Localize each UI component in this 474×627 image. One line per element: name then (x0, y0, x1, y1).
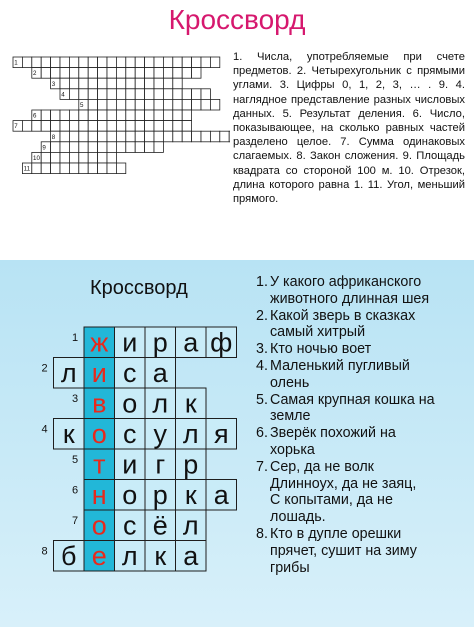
clue-text: Кто ночью воет (270, 341, 372, 358)
grid1-cell (126, 78, 135, 89)
grid1-cell (210, 57, 219, 68)
grid1-cell (51, 57, 60, 68)
cell-letter: о (91, 418, 107, 449)
grid1-cell (116, 142, 125, 153)
grid1-cell (41, 152, 50, 163)
grid1-cell (41, 110, 50, 121)
grid1-cell (107, 110, 116, 121)
grid1-row-number: 7 (14, 123, 18, 131)
cell-letter: с (123, 510, 137, 541)
grid1-cell (145, 121, 154, 132)
row-number: 6 (71, 484, 79, 497)
crossword-row (41, 541, 206, 572)
cell-letter: н (91, 479, 107, 510)
grid1-cell (154, 142, 163, 153)
grid1-row-number: 6 (33, 112, 37, 120)
crossword-row (72, 388, 206, 419)
grid1-cell (145, 131, 154, 142)
cell-letter: в (92, 388, 107, 419)
grid1-cell (32, 57, 41, 68)
grid1-row-number: 9 (42, 144, 46, 152)
grid1-cell (201, 57, 210, 68)
grid1-row-number: 11 (23, 165, 31, 173)
grid1-cell (60, 163, 69, 174)
grid1-cell (107, 131, 116, 142)
grid1-row (32, 152, 117, 163)
grid1-cell (135, 68, 144, 79)
cell-letter: а (183, 327, 199, 358)
grid1-cell (79, 131, 88, 142)
grid1-row-number: 10 (33, 155, 40, 162)
grid1-cell (145, 78, 154, 89)
grid1-cell (98, 57, 107, 68)
grid1-cell (88, 121, 97, 132)
grid1-row (41, 142, 163, 153)
grid1-cell (163, 131, 172, 142)
grid1-cell (201, 89, 210, 100)
grid1-cell (98, 99, 107, 110)
cell-letter: и (91, 357, 107, 388)
clue-item (256, 341, 470, 358)
grid1-row-number: 3 (51, 80, 56, 88)
cell-letter: р (183, 449, 199, 480)
cell-letter: л (182, 418, 199, 449)
grid1-cell (154, 89, 163, 100)
cell-letter: а (152, 357, 168, 388)
grid1-cell (116, 89, 125, 100)
grid1-cell (98, 142, 107, 153)
grid1-cell (182, 131, 191, 142)
grid1-cell (210, 99, 219, 110)
grid1-cell (145, 89, 154, 100)
grid1-cell (163, 121, 172, 132)
grid1-cell (88, 131, 97, 142)
grid1-row-number: 1 (14, 59, 18, 67)
grid1-cell (182, 99, 191, 110)
grid1-cell (107, 78, 116, 89)
grid1-cell (126, 68, 135, 79)
grid1-row (22, 163, 125, 174)
crossword-row (72, 449, 206, 480)
grid1-cell (154, 57, 163, 68)
clue-number: 5. (256, 391, 268, 408)
clue-number: 7. (256, 458, 268, 475)
grid1-cell (154, 131, 163, 142)
grid1-cell (60, 131, 69, 142)
grid1-row (79, 99, 220, 110)
cell-letter: л (152, 388, 169, 419)
clue-number: 2. (256, 307, 268, 324)
grid1-row (13, 57, 220, 68)
grid1-cell (163, 68, 172, 79)
grid1-cell (116, 121, 125, 132)
row-number: 3 (71, 393, 79, 405)
grid1-cell (41, 121, 50, 132)
grid1-cell (51, 121, 60, 132)
grid1-cell (116, 57, 125, 68)
row-number: 5 (71, 454, 79, 466)
grid1-cell (126, 57, 135, 68)
grid1-cell (60, 142, 69, 153)
grid1-cell (173, 110, 182, 121)
grid1-cell (107, 57, 116, 68)
cell-letter: ё (152, 510, 168, 541)
grid1-cell (126, 121, 135, 132)
clue-item (256, 459, 470, 526)
cell-letter: а (213, 479, 229, 510)
grid1-cell (229, 131, 230, 142)
grid1-cell (51, 110, 60, 121)
grid1-cell (135, 131, 144, 142)
grid1-cell (51, 142, 60, 153)
clue-number: 4. (256, 357, 268, 374)
grid1-cell (69, 152, 78, 163)
clue-text: Какой зверь в сказках самый хитрый (270, 307, 416, 341)
row-number: 4 (41, 423, 48, 436)
crossword-1-title: Кроссворд (168, 4, 306, 35)
row-number: 8 (41, 545, 48, 558)
grid1-cell (145, 57, 154, 68)
grid1-cell (69, 142, 78, 153)
grid1-cell (107, 121, 116, 132)
clue-text: Зверёк похожий на хорька (270, 425, 396, 458)
cell-letter: о (122, 479, 138, 510)
clue-item (256, 526, 470, 576)
cell-letter: у (153, 418, 167, 449)
grid1-cell (107, 89, 116, 100)
grid1-cell (69, 163, 78, 174)
grid1-cell (126, 99, 135, 110)
cell-letter: ф (210, 327, 233, 358)
grid1-cell (210, 131, 219, 142)
grid1-cell (135, 121, 144, 132)
grid1-cell (69, 57, 78, 68)
grid1-cell (88, 99, 97, 110)
grid1-cell (88, 57, 97, 68)
grid1-cell (98, 121, 107, 132)
clue-item (256, 392, 470, 426)
grid1-cell (163, 99, 172, 110)
cell-letter: р (152, 479, 168, 510)
grid1-row (60, 89, 210, 100)
cell-letter: к (62, 418, 75, 449)
grid1-cell (145, 110, 154, 121)
crossword-row (72, 510, 206, 541)
grid1-cell (201, 99, 210, 110)
grid1-cell (154, 121, 163, 132)
grid1-cell (154, 110, 163, 121)
grid1-cell (79, 57, 88, 68)
crossword-2-clue-list (256, 274, 470, 576)
row-number: 7 (71, 515, 79, 527)
grid1-cell (79, 110, 88, 121)
grid1-cell (126, 89, 135, 100)
grid1-cell (116, 99, 125, 110)
grid1-cell (79, 89, 88, 100)
grid1-cell (192, 57, 201, 68)
grid1-cell (107, 152, 116, 163)
cell-letter: с (123, 357, 137, 388)
cell-letter: ж (90, 327, 109, 358)
cell-letter: о (91, 510, 107, 541)
cell-letter: л (121, 540, 138, 571)
grid1-cell (173, 121, 182, 132)
grid1-row (32, 110, 192, 121)
cell-letter: к (184, 479, 197, 510)
row-number: 1 (71, 332, 79, 344)
row-number: 2 (41, 362, 48, 375)
grid1-cell (182, 68, 191, 79)
cell-letter: л (182, 510, 199, 541)
clue-item (256, 308, 470, 342)
grid1-cell (60, 57, 69, 68)
grid1-cell (126, 131, 135, 142)
grid1-cell (22, 57, 31, 68)
grid1-cell (154, 68, 163, 79)
grid1-cell (135, 57, 144, 68)
grid1-cell (88, 89, 97, 100)
grid1-row (51, 78, 183, 89)
grid1-cell (107, 68, 116, 79)
grid1-cell (192, 131, 201, 142)
grid1-cell (98, 68, 107, 79)
grid1-cell (173, 131, 182, 142)
grid1-cell (79, 121, 88, 132)
grid1-cell (88, 78, 97, 89)
grid1-cell (41, 57, 50, 68)
clue-item (256, 358, 470, 392)
grid1-cell (88, 68, 97, 79)
grid1-cell (173, 57, 182, 68)
grid1-row (51, 131, 230, 142)
grid1-cell (173, 68, 182, 79)
grid1-cell (163, 78, 172, 89)
clue-text: Самая крупная кошка на земле (270, 391, 435, 425)
grid1-row-number: 2 (33, 70, 37, 78)
grid1-row (13, 121, 192, 132)
clue-number: 6. (256, 425, 268, 442)
grid1-cell (69, 121, 78, 132)
grid1-cell (98, 131, 107, 142)
grid1-cell (107, 142, 116, 153)
grid1-cell (135, 99, 144, 110)
grid1-cell (173, 89, 182, 100)
grid1-cell (116, 110, 125, 121)
cell-letter: б (61, 540, 77, 571)
clue-text: У какого африканского животного длинная шея (270, 274, 430, 307)
grid1-cell (60, 121, 69, 132)
grid1-cell (98, 78, 107, 89)
grid1-cell (182, 121, 191, 132)
grid1-cell (98, 89, 107, 100)
grid1-row (32, 68, 201, 79)
grid1-row-number: 8 (51, 133, 56, 141)
clue-number: 1. (256, 274, 268, 290)
crossword-2-panel (0, 260, 474, 627)
grid1-cell (60, 68, 69, 79)
grid1-cell (126, 110, 135, 121)
grid1-cell (88, 142, 97, 153)
grid1-cell (79, 142, 88, 153)
grid1-cell (60, 110, 69, 121)
crossword-2-title: Кроссворд (90, 277, 188, 299)
grid1-cell (22, 121, 31, 132)
clue-number: 8. (256, 525, 268, 542)
grid1-cell (116, 163, 125, 174)
grid1-cell (154, 78, 163, 89)
grid1-cell (88, 152, 97, 163)
clue-item (256, 274, 470, 308)
grid1-cell (145, 99, 154, 110)
cell-letter: и (122, 449, 138, 480)
grid1-cell (173, 99, 182, 110)
grid1-cell (116, 131, 125, 142)
cell-letter: р (152, 327, 168, 358)
grid1-cell (79, 163, 88, 174)
grid1-cell (60, 78, 69, 89)
grid1-cell (107, 99, 116, 110)
grid1-cell (41, 68, 50, 79)
grid1-row-number: 5 (80, 102, 84, 109)
grid1-row-number: 4 (61, 91, 65, 99)
crossword-2-grid (0, 260, 260, 627)
cell-letter: о (122, 388, 138, 419)
crossword-1-clues: 1. Числа, употребляемые при счете предметов. 2. Четырехугольник с прямыми углами. 3. Цифры 0, 1, 2, 3, … . 9. 4. наглядное представление разных числовых данных. 5. Результат деления. 6. Число, показывающее, на сколько равных частей разделено целое. 7. Сумма одинаковых слагаемых. 8. Закон сложения. 9. Площадь квадрата со стороной 100 м. 10. Отрезок, длина которого равна 1. 11. Угол, меньший прямого. (233, 51, 465, 206)
grid1-cell (60, 152, 69, 163)
grid1-cell (88, 163, 97, 174)
grid1-cell (69, 110, 78, 121)
crossword-1-grid (0, 0, 230, 200)
grid1-cell (192, 89, 201, 100)
cell-letter: л (60, 357, 77, 388)
grid1-cell (69, 89, 78, 100)
cell-letter: к (154, 540, 167, 571)
grid1-cell (135, 89, 144, 100)
grid1-cell (69, 68, 78, 79)
crossword-row (41, 358, 175, 389)
grid1-cell (98, 152, 107, 163)
cell-letter: я (213, 418, 229, 449)
grid1-cell (98, 163, 107, 174)
grid1-cell (32, 163, 41, 174)
grid1-cell (69, 78, 78, 89)
grid1-cell (201, 131, 210, 142)
cell-letter: г (155, 449, 166, 480)
grid1-cell (88, 110, 97, 121)
grid1-cell (107, 163, 116, 174)
grid1-cell (163, 110, 172, 121)
cell-letter: к (184, 388, 197, 419)
grid1-cell (79, 152, 88, 163)
grid1-cell (135, 110, 144, 121)
grid1-cell (51, 68, 60, 79)
grid1-cell (98, 110, 107, 121)
clue-item (256, 425, 470, 459)
grid1-cell (145, 68, 154, 79)
crossword-row (41, 419, 236, 450)
grid1-cell (51, 163, 60, 174)
crossword-row (72, 480, 237, 511)
grid1-cell (182, 89, 191, 100)
cell-letter: а (183, 540, 199, 571)
grid1-cell (182, 110, 191, 121)
crossword-row (72, 327, 237, 358)
grid1-cell (51, 152, 60, 163)
clue-text: Сер, да не волк Длинноух, да не заяц, С копытами, да не лошадь. (270, 458, 417, 526)
grid1-cell (79, 68, 88, 79)
grid1-cell (41, 163, 50, 174)
grid1-cell (116, 68, 125, 79)
clue-text: Маленький пугливый олень (270, 357, 410, 391)
grid1-cell (79, 78, 88, 89)
grid1-cell (173, 78, 182, 89)
grid1-cell (135, 78, 144, 89)
clue-number: 3. (256, 341, 268, 358)
grid1-cell (145, 142, 154, 153)
grid1-cell (163, 89, 172, 100)
cell-letter: с (123, 418, 137, 449)
cell-letter: е (91, 540, 107, 571)
grid1-cell (192, 68, 201, 79)
grid1-cell (126, 142, 135, 153)
cell-letter: и (122, 327, 138, 358)
grid1-cell (192, 99, 201, 110)
grid1-cell (116, 78, 125, 89)
cell-letter: т (93, 449, 106, 480)
grid1-cell (32, 121, 41, 132)
grid1-cell (135, 142, 144, 153)
grid1-cell (220, 131, 229, 142)
grid1-cell (163, 57, 172, 68)
grid1-cell (182, 57, 191, 68)
clue-text: Кто в дупле орешки прячет, сушит на зиму грибы (270, 525, 417, 576)
grid1-cell (154, 99, 163, 110)
grid1-cell (69, 131, 78, 142)
